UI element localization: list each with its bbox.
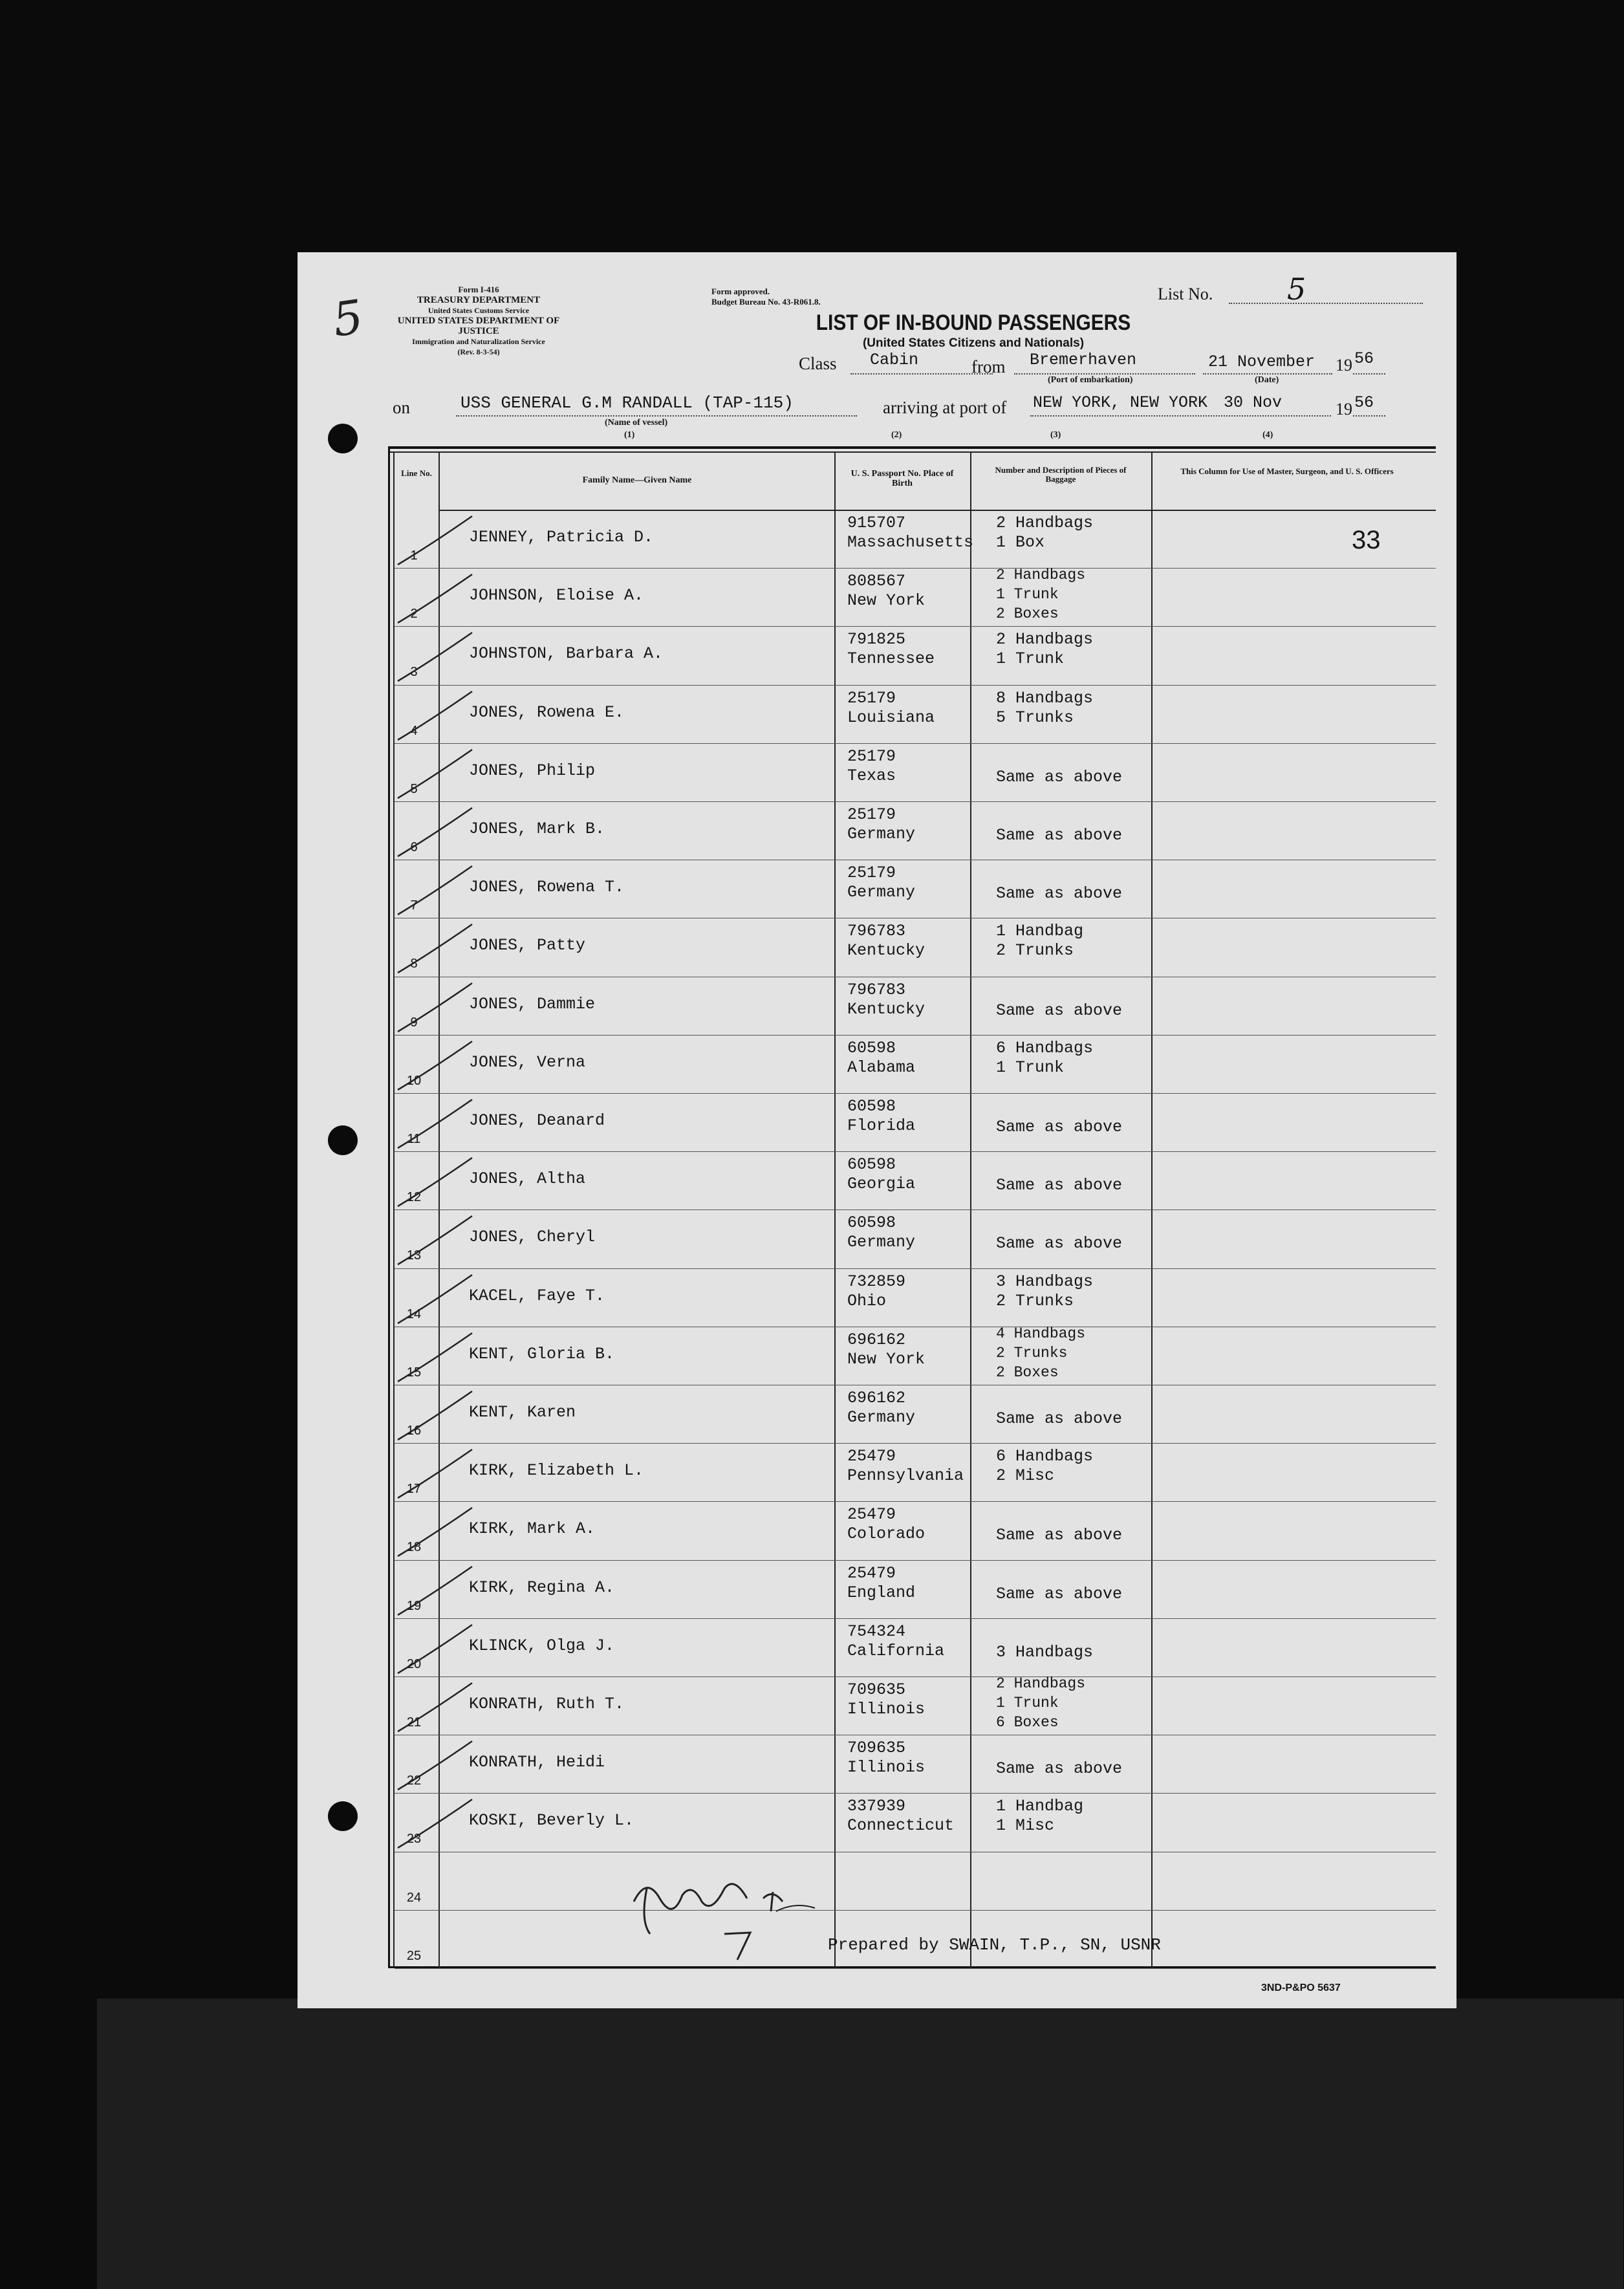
passport-number: 25479 [847,1505,896,1524]
date-year: 56 [1354,349,1374,368]
passenger-name: JONES, Philip [469,761,596,780]
place-of-birth: England [847,1583,916,1602]
place-of-birth: New York [847,1350,926,1369]
form-info-block [382,285,576,357]
from-label: from [971,357,1006,376]
col-header-officers: This Column for Use of Master, Surgeon, and U. S. Officers [1180,466,1394,476]
line-number: 15 [406,1365,422,1380]
passenger-name: JONES, Rowena E. [469,703,625,722]
baggage-item: 6 Boxes [996,1714,1059,1731]
date-underline [1203,373,1332,374]
footer-code: 3ND-P&PO 5637 [1261,1982,1341,1993]
line-number: 3 [410,665,418,679]
passenger-name: KENT, Gloria B. [469,1345,615,1363]
place-of-birth: New York [847,591,926,610]
check-mark [391,863,482,921]
passport-number: 791825 [847,630,906,649]
place-of-birth: Colorado [847,1524,926,1543]
place-of-birth: Germany [847,1408,916,1427]
place-of-birth: Illinois [847,1758,926,1777]
baggage-item: Same as above [996,1585,1123,1603]
port-value: NEW YORK, NEW YORK [1033,393,1208,412]
check-mark [391,1096,482,1155]
baggage-item: 1 Trunk [996,649,1065,668]
passenger-name: KENT, Karen [469,1403,576,1422]
col-num-2: (2) [891,430,902,440]
line-number: 2 [410,607,418,621]
scanner-backdrop [97,1999,1623,2289]
vessel-value: USS GENERAL G.M RANDALL (TAP-115) [460,393,794,413]
treasury-department: TREASURY DEPARTMENT [417,295,541,305]
header-bottom-rule [438,510,1436,511]
passenger-name: KACEL, Faye T. [469,1286,605,1305]
col-header-name: Family Name—Given Name [582,475,692,485]
date-caption: (Date) [1255,375,1279,385]
passport-number: 25179 [847,805,896,824]
row-rule [395,1151,1436,1152]
baggage-item: 3 Handbags [996,1643,1094,1662]
customs-service: United States Customs Service [428,306,530,315]
baggage-item: 2 Trunks [996,1292,1074,1310]
row-rule [395,1618,1436,1619]
baggage-item: 2 Handbags [996,514,1094,532]
row-rule [395,626,1436,627]
date-value: 21 November [1208,353,1315,371]
line-number: 7 [410,898,418,913]
row-rule [395,568,1436,569]
passenger-list-form [298,252,1456,2008]
place-of-birth: Germany [847,883,916,902]
baggage-item: 3 Handbags [996,1272,1094,1291]
arrival-year-prefix: 19 [1336,400,1352,418]
passenger-name: JOHNSON, Eloise A. [469,586,644,605]
table-top-rule [388,446,1436,449]
line-number: 11 [407,1132,421,1146]
row-rule [395,1560,1436,1561]
place-of-birth: Ohio [847,1292,887,1310]
passport-number: 796783 [847,922,906,940]
margin-mark: 5 [329,289,367,347]
baggage-item: 1 Trunk [996,1695,1059,1711]
class-label: Class [799,354,837,373]
row-rule [395,743,1436,744]
table-left-border [388,446,390,1968]
line-number: 19 [406,1599,422,1613]
budget-bureau: Budget Bureau No. 43-R061.8. [711,297,821,307]
row-rule [395,801,1436,802]
passport-number: 796783 [847,981,906,999]
check-mark [391,1738,482,1796]
check-mark [391,1622,482,1680]
baggage-item: Same as above [996,1176,1123,1195]
line-number: 24 [406,1891,422,1905]
baggage-item: 1 Handbag [996,922,1084,940]
row-rule [395,1793,1436,1794]
on-label: on [393,398,410,417]
passenger-name: KOSKI, Beverly L. [469,1811,634,1830]
from-underline [1014,373,1195,374]
passport-number: 709635 [847,1680,906,1699]
line-number: 4 [410,724,418,738]
passport-number: 808567 [847,572,906,591]
line-number: 5 [410,782,418,796]
from-caption: (Port of embarkation) [1048,375,1133,385]
baggage-item: 2 Misc [996,1466,1055,1485]
vessel-underline [456,415,857,417]
row-rule [395,1443,1436,1444]
form-title: LIST OF IN-BOUND PASSENGERS [816,310,1131,335]
passport-number: 696162 [847,1389,906,1407]
passenger-name: KLINCK, Olga J. [469,1636,615,1655]
punch-hole [328,1125,358,1155]
baggage-item: Same as above [996,1526,1123,1545]
passenger-name: JONES, Mark B. [469,819,605,838]
line-number: 9 [410,1015,418,1030]
officer-note: 33 [1352,526,1381,554]
passport-number: 25479 [847,1447,896,1466]
port-underline [1030,415,1331,417]
line-number: 1 [410,548,418,563]
baggage-item: Same as above [996,768,1123,787]
passport-number: 25179 [847,747,896,766]
baggage-item: Same as above [996,884,1123,903]
passport-number: 754324 [847,1622,906,1641]
passport-number: 25179 [847,689,896,708]
place-of-birth: Kentucky [847,1000,926,1019]
line-number: 21 [406,1715,422,1730]
place-of-birth: Alabama [847,1058,916,1077]
passenger-name: JONES, Altha [469,1169,586,1188]
passenger-name: JENNEY, Patricia D. [469,528,654,547]
baggage-item: 1 Handbag [996,1797,1084,1816]
arrival-year: 56 [1354,393,1374,412]
row-rule [395,1035,1436,1036]
line-number: 12 [406,1190,422,1204]
check-mark [391,1330,482,1388]
place-of-birth: Pennsylvania [847,1466,964,1485]
baggage-item: 4 Handbags [996,1325,1086,1342]
passenger-name: JONES, Cheryl [469,1228,596,1246]
baggage-item: 2 Boxes [996,1364,1059,1381]
baggage-item: 2 Handbags [996,630,1094,649]
place-of-birth: Connecticut [847,1816,955,1835]
col-num-1: (1) [624,430,635,440]
place-of-birth: Illinois [847,1700,926,1719]
punch-hole [328,424,358,453]
baggage-item: Same as above [996,1759,1123,1778]
place-of-birth: Massachusetts [847,533,974,552]
check-mark [391,571,482,629]
check-mark [391,1388,482,1446]
place-of-birth: Kentucky [847,941,926,960]
line-number: 17 [406,1482,422,1496]
place-of-birth: Germany [847,825,916,843]
check-mark [391,688,482,746]
approval-block [711,287,821,307]
form-approved: Form approved. [711,287,770,296]
punch-hole [328,1801,358,1831]
check-mark [391,980,482,1038]
line-number: 13 [406,1248,422,1263]
check-mark [391,513,482,571]
year-underline [1353,373,1385,374]
arriving-label: arriving at port of [883,398,1007,417]
passport-number: 696162 [847,1330,906,1349]
check-mark [391,1155,482,1213]
col-header-line-no: Line No. [401,468,432,478]
line-number: 10 [406,1074,422,1088]
department-of-justice: UNITED STATES DEPARTMENT OF JUSTICE [397,316,560,336]
from-value: Bremerhaven [1030,351,1137,369]
passenger-name: KONRATH, Heidi [469,1753,605,1772]
check-mark [391,1563,482,1622]
passport-number: 709635 [847,1739,906,1757]
line-number: 22 [406,1774,422,1788]
line-number: 16 [406,1424,422,1438]
passenger-name: JONES, Dammie [469,995,596,1014]
baggage-item: Same as above [996,826,1123,845]
line-number: 14 [406,1307,422,1321]
col-num-4: (4) [1262,430,1273,440]
place-of-birth: Tennessee [847,649,935,668]
passport-number: 60598 [847,1039,896,1058]
col-header-passport: U. S. Passport No. Place of Birth [850,469,954,488]
passenger-name: JONES, Deanard [469,1111,605,1130]
baggage-item: 5 Trunks [996,708,1074,727]
check-mark [391,1796,482,1854]
prepared-by: Prepared by SWAIN, T.P., SN, USNR [828,1935,1161,1955]
list-no-label: List No. [1158,285,1213,303]
passport-number: 60598 [847,1213,896,1232]
place-of-birth: Florida [847,1116,916,1135]
vessel-caption: (Name of vessel) [605,418,668,428]
line-number: 25 [406,1949,422,1963]
baggage-item: 2 Trunks [996,1345,1068,1361]
baggage-item: Same as above [996,1118,1123,1136]
row-rule [395,1501,1436,1502]
col-header-baggage: Number and Description of Pieces of Baggage [995,465,1127,484]
arrival-year-underline [1353,415,1385,417]
passenger-name: JONES, Verna [469,1053,586,1072]
baggage-item: Same as above [996,1234,1123,1253]
check-mark [391,746,482,805]
baggage-item: Same as above [996,1409,1123,1428]
handwritten-initials [621,1863,841,1966]
baggage-item: 1 Box [996,533,1045,552]
baggage-item: 2 Handbags [996,567,1086,583]
col-num-3: (3) [1050,430,1061,440]
passenger-name: KONRATH, Ruth T. [469,1695,625,1713]
passport-number: 915707 [847,514,906,532]
place-of-birth: Georgia [847,1175,916,1193]
arrival-date: 30 Nov [1224,393,1283,412]
table-top-rule-inner [388,451,1436,453]
passenger-name: JOHNSTON, Barbara A. [469,644,664,663]
passport-number: 25179 [847,863,896,882]
check-mark [391,921,482,979]
baggage-item: 1 Trunk [996,1058,1065,1077]
passport-number: 337939 [847,1797,906,1816]
check-mark [391,1213,482,1271]
date-year-prefix: 19 [1336,356,1352,374]
check-mark [391,1504,482,1563]
baggage-item: 2 Handbags [996,1675,1086,1692]
passport-number: 60598 [847,1097,896,1116]
check-mark [391,805,482,863]
line-number: 20 [406,1657,422,1671]
form-number: Form I-416 [458,285,499,294]
line-number: 23 [406,1832,422,1846]
place-of-birth: Louisiana [847,708,935,727]
baggage-item: 6 Handbags [996,1039,1094,1058]
baggage-item: 1 Trunk [996,586,1059,603]
passenger-name: JONES, Patty [469,936,586,955]
baggage-item: 1 Misc [996,1816,1055,1835]
row-rule [395,1093,1436,1094]
list-no-value: 5 [1287,272,1306,307]
check-mark [391,1446,482,1504]
row-rule [395,1910,1436,1911]
check-mark [391,1272,482,1330]
class-value: Cabin [870,351,919,369]
passport-number: 732859 [847,1272,906,1291]
baggage-item: Same as above [996,1001,1123,1020]
row-rule [395,1968,1436,1969]
row-rule [395,685,1436,686]
row-rule [395,1268,1436,1269]
passenger-name: KIRK, Elizabeth L. [469,1461,644,1480]
passport-number: 60598 [847,1155,896,1174]
list-no-underline [1229,303,1423,304]
revision-date: (Rev. 8-3-54) [457,347,500,356]
passenger-name: JONES, Rowena T. [469,878,625,896]
check-mark [391,1680,482,1738]
place-of-birth: Germany [847,1233,916,1252]
line-number: 8 [410,957,418,971]
line-number: 6 [410,840,418,854]
baggage-item: 6 Handbags [996,1447,1094,1466]
form-subtitle: (United States Citizens and Nationals) [862,336,1085,350]
immigration-service: Immigration and Naturalization Service [412,337,545,346]
passenger-name: KIRK, Mark A. [469,1519,596,1538]
baggage-item: 2 Trunks [996,941,1074,960]
row-rule [395,1676,1436,1677]
place-of-birth: Texas [847,766,896,785]
line-number: 18 [406,1540,422,1554]
place-of-birth: California [847,1642,945,1660]
passenger-name: KIRK, Regina A. [469,1578,615,1597]
check-mark [391,1038,482,1096]
baggage-item: 8 Handbags [996,689,1094,708]
passport-number: 25479 [847,1564,896,1583]
check-mark [391,629,482,688]
baggage-item: 2 Boxes [996,605,1059,622]
